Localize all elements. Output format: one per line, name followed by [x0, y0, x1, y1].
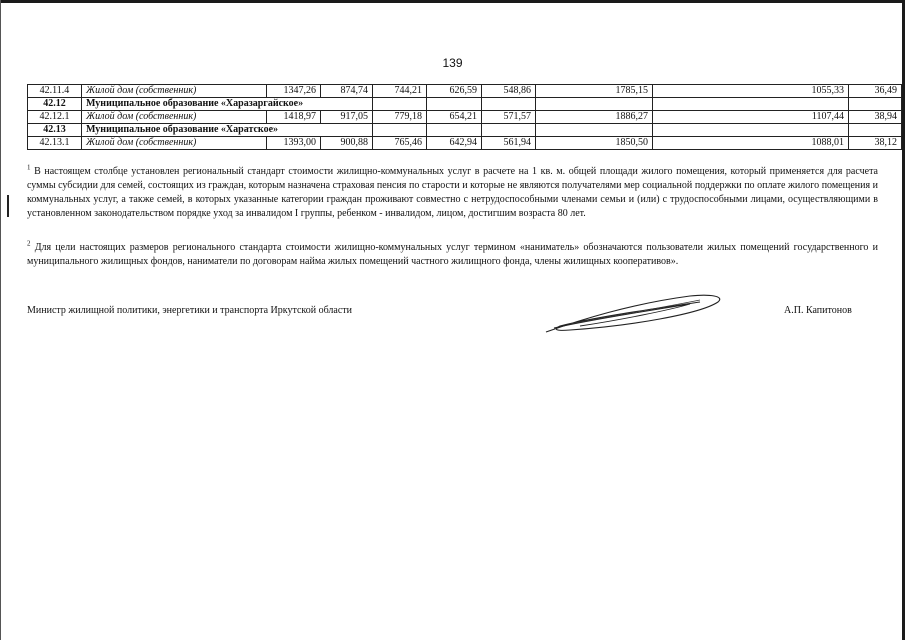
value-cell: 779,18: [373, 111, 427, 124]
footnote-2: [27, 241, 878, 269]
page-edge-top: [0, 0, 905, 3]
empty-cell: [849, 98, 902, 111]
handwritten-signature: [540, 290, 730, 340]
empty-cell: [653, 124, 849, 137]
table-row: [28, 85, 902, 98]
empty-cell: [373, 124, 427, 137]
value-cell: 1107,44: [653, 111, 849, 124]
value-cell: 1850,50: [536, 137, 653, 150]
empty-cell: [653, 98, 849, 111]
value-cell: 1055,33: [653, 85, 849, 98]
value-cell: 38,94: [849, 111, 902, 124]
page-edge-left: [0, 0, 1, 640]
housing-type: Жилой дом (собственник): [82, 85, 267, 98]
value-cell: 654,21: [427, 111, 482, 124]
scan-mark: [7, 195, 9, 217]
value-cell: 548,86: [482, 85, 536, 98]
row-code: 42.12.1: [28, 111, 82, 124]
value-cell: 36,49: [849, 85, 902, 98]
municipality-name: Муниципальное образование «Харазаргайское»: [82, 98, 373, 111]
row-code: 42.13.1: [28, 137, 82, 150]
municipality-row: [28, 124, 902, 137]
rates-table: [27, 84, 902, 150]
housing-type: Жилой дом (собственник): [82, 111, 267, 124]
table-body: [28, 85, 902, 150]
row-code: 42.12: [28, 98, 82, 111]
row-code: 42.11.4: [28, 85, 82, 98]
value-cell: 874,74: [321, 85, 373, 98]
value-cell: 1886,27: [536, 111, 653, 124]
value-cell: 917,05: [321, 111, 373, 124]
footnote-text: Для цели настоящих размеров регионального стандарта стоимости жилищно-коммунальных услуг термином «наниматель» обозначаются пользователи жилых помещений государственного и муниципального жилищных фондов, наниматели по договорам найма жилых помещений частного жилищного фонда, члены жилищных кооперативов».: [27, 242, 878, 267]
footnote-mark: 1: [27, 163, 31, 172]
value-cell: 765,46: [373, 137, 427, 150]
value-cell: 1347,26: [267, 85, 321, 98]
table-row: [28, 137, 902, 150]
municipality-row: [28, 98, 902, 111]
value-cell: 1393,00: [267, 137, 321, 150]
value-cell: 571,57: [482, 111, 536, 124]
empty-cell: [427, 124, 482, 137]
value-cell: 900,88: [321, 137, 373, 150]
value-cell: 1418,97: [267, 111, 321, 124]
table-row: [28, 111, 902, 124]
housing-type: Жилой дом (собственник): [82, 137, 267, 150]
municipality-name: Муниципальное образование «Харатское»: [82, 124, 373, 137]
signer-name: А.П. Капитонов: [784, 305, 852, 316]
row-code: 42.13: [28, 124, 82, 137]
footnote-1: [27, 165, 878, 221]
signer-position: Министр жилищной политики, энергетики и транспорта Иркутской области: [27, 305, 353, 316]
value-cell: 561,94: [482, 137, 536, 150]
empty-cell: [427, 98, 482, 111]
value-cell: 744,21: [373, 85, 427, 98]
page-number: 139: [442, 56, 463, 70]
value-cell: 642,94: [427, 137, 482, 150]
empty-cell: [536, 98, 653, 111]
empty-cell: [536, 124, 653, 137]
empty-cell: [849, 124, 902, 137]
footnote-text: В настоящем столбце установлен региональный стандарт стоимости жилищно-коммунальных услуг в расчете на 1 кв. м. общей площади жилого помещения, который применяется для расчета суммы субсидии для семей, состоящих из граждан, которым назначена страховая пенсия по старости и которые не являются получателями мер социальной поддержки по оплате жилого помещения и коммунальных услуг, а также семей, в которых указанные категории граждан проживают совместно с нетрудоспособными членами семьи и (или) с трудоспособными лицами, осуществляющими в установленном законодательством порядке уход за инвалидом I группы, ребенком - инвалидом, лицом, достигшим возраста 80 лет.: [27, 166, 878, 219]
value-cell: 38,12: [849, 137, 902, 150]
value-cell: 626,59: [427, 85, 482, 98]
empty-cell: [482, 124, 536, 137]
empty-cell: [373, 98, 427, 111]
value-cell: 1785,15: [536, 85, 653, 98]
value-cell: 1088,01: [653, 137, 849, 150]
footnote-mark: 2: [27, 239, 31, 248]
empty-cell: [482, 98, 536, 111]
